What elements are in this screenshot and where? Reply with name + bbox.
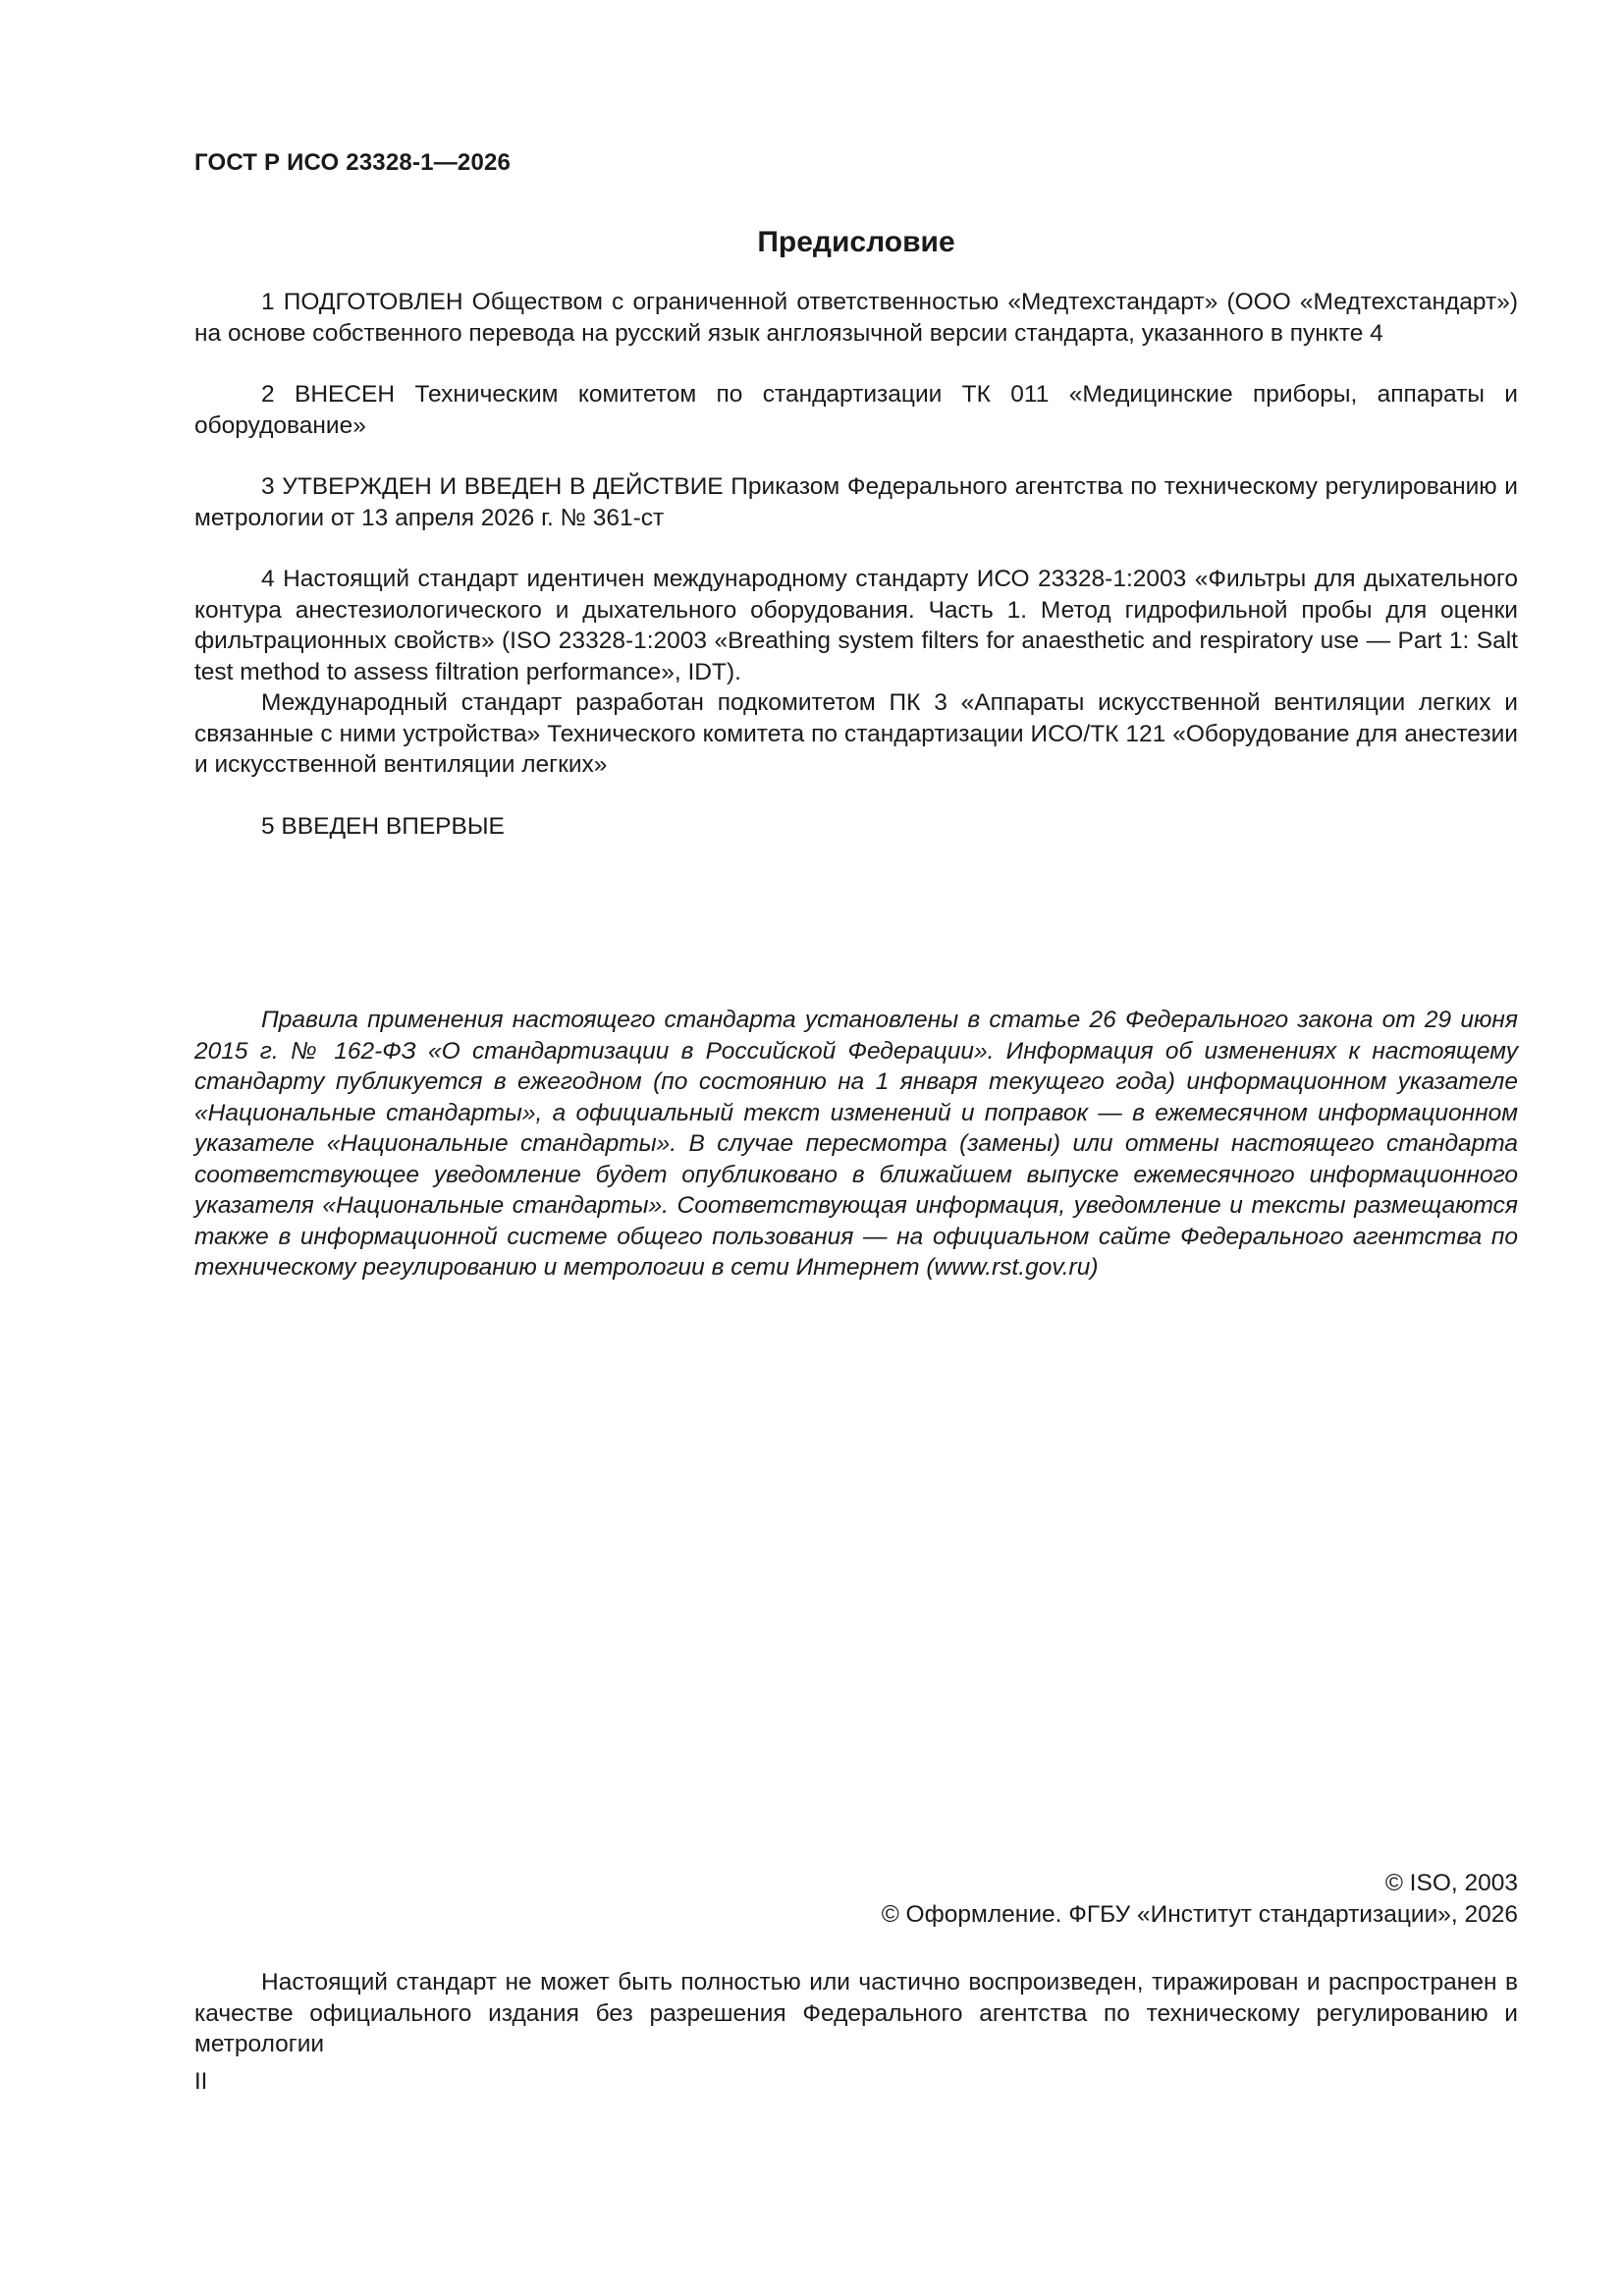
paragraph-introduced: 2 ВНЕСЕН Техническим комитетом по стандартизации ТК 011 «Медицинские приборы, аппараты и оборудование» <box>194 381 1518 439</box>
foreword-body <box>194 287 1518 842</box>
page-title: Предисловие <box>757 226 955 258</box>
paragraph-approved: 3 УТВЕРЖДЕН И ВВЕДЕН В ДЕЙСТВИЕ Приказом Федерального агентства по техническому регулированию и метрологии от 13 апреля 2026 г. № 361-ст <box>194 473 1518 531</box>
rules-note: Правила применения настоящего стандарта установлены в статье 26 Федерального закона от 29 июня 2015 г. № 162-ФЗ «О стандартизации в Российской Федерации». Информация об изменениях к настоящему стандарту публикуется в ежегодном (по состоянию на 1 января текущего года) информационном указателе «Национальные стандарты», а официальный текст изменений и поправок — в ежемесячном информационном указателе «Национальные стандарты». В случае пересмотра (замены) или отмены настоящего стандарта соответствующее уведомление будет опубликовано в ближайшем выпуске ежемесячного информационного указателя «Национальные стандарты». Соответствующая информация, уведомление и тексты размещаются также в информационной системе общего пользования — на официальном сайте Федерального агентства по техническому регулированию и метрологии в сети Интернет (www.rst.gov.ru) <box>194 1007 1518 1281</box>
page-number: II <box>194 2068 208 2095</box>
copyright-block <box>194 1868 1518 1930</box>
paragraph-prepared: 1 ПОДГОТОВЛЕН Обществом с ограниченной ответственностью «Медтехстандарт» (ООО «Медтехстандарт») на основе собственного перевода на русский язык англоязычной версии стандарта, указанного в пункте 4 <box>194 289 1518 347</box>
copyright-iso: © ISO, 2003 <box>1384 1870 1518 1896</box>
document-code: ГОСТ Р ИСО 23328-1—2026 <box>194 149 512 176</box>
paragraph-first-introduced: 5 ВВЕДЕН ВПЕРВЫЕ <box>261 812 505 840</box>
paragraph-international-developer: Международный стандарт разработан подкомитетом ПК 3 «Аппараты искусственной вентиляции легких и связанные с ними устройства» Технического комитета по стандартизации ИСО/ТК 121 «Оборудование для анестезии и искусственной вентиляции легких» <box>194 689 1518 778</box>
copyright-design: © Оформление. ФГБУ «Институт стандартизации», 2026 <box>881 1900 1518 1928</box>
reproduction-notice: Настоящий стандарт не может быть полностью или частично воспроизведен, тиражирован и распространен в качестве официального издания без разрешения Федерального агентства по техническому регулированию и метрологии <box>194 1969 1518 2057</box>
paragraph-identical: 4 Настоящий стандарт идентичен международному стандарту ИСО 23328-1:2003 «Фильтры для дыхательного контура анестезиологического и дыхательного оборудования. Часть 1. Метод гидрофильной пробы для оценки фильтрационных свойств» (ISO 23328-1:2003 «Breathing system filters for anaesthetic and respiratory use — Part 1: Salt test method to assess filtration performance», IDT). <box>194 566 1518 685</box>
